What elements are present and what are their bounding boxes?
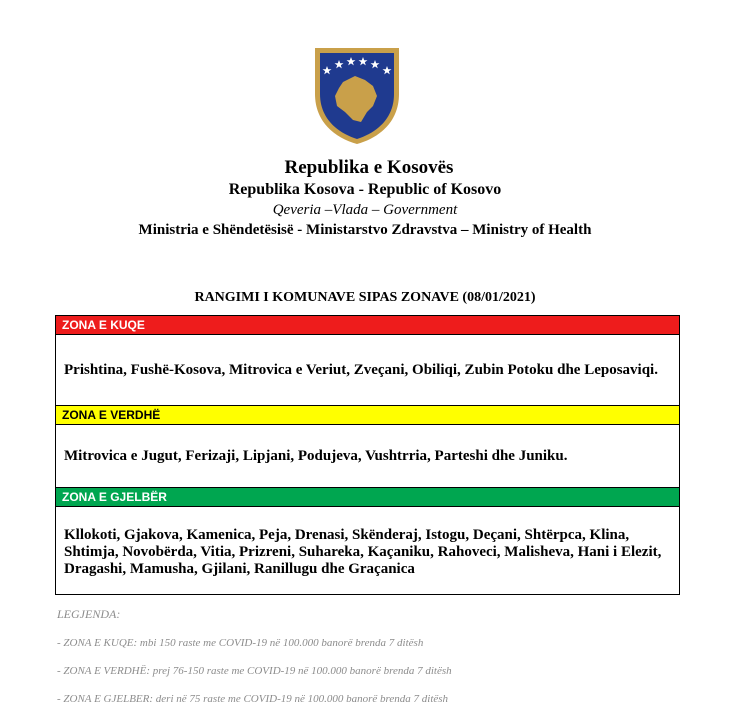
zone-header-red: ZONA E KUQE xyxy=(56,316,679,335)
zone-green-municipalities: Kllokoti, Gjakova, Kamenica, Peja, Drenasi, Skënderaj, Istogu, Deçani, Shtërpca, Klina, Shtimja, Novobërda, Vitia, Prizreni, Suhareka, Kaçaniku, Rahoveci, Malisheva, Hani i Elezit, Dragashi, Mamusha, Gjilani, Ranillugu dhe Graçanica xyxy=(64,527,662,577)
table-title: RANGIMI I KOMUNAVE SIPAS ZONAVE (08/01/2021) xyxy=(194,290,536,305)
header-ministry: Ministria e Shëndetësisë - Ministarstvo Zdravstva – Ministry of Health xyxy=(138,222,592,238)
legend-title: LEGJENDA: xyxy=(57,607,121,621)
legend-item-green: - ZONA E GJELBER: deri në 75 raste me COVID-19 në 100.000 banorë brenda 7 ditësh xyxy=(57,693,449,705)
legend xyxy=(57,607,452,720)
header-republic-sr-en: Republika Kosova - Republic of Kosovo xyxy=(228,181,502,198)
legend-item-red: - ZONA E KUQE: mbi 150 raste me COVID-19 në 100.000 banorë brenda 7 ditësh xyxy=(57,637,424,649)
zones-table xyxy=(55,315,680,595)
zone-body-green xyxy=(56,507,679,595)
zone-header-yellow: ZONA E VERDHË xyxy=(56,406,679,425)
kosovo-coat-of-arms-icon xyxy=(311,42,403,146)
header-government: Qeveria –Vlada – Government xyxy=(272,202,458,218)
zone-red-municipalities: Prishtina, Fushë-Kosova, Mitrovica e Veriut, Zveçani, Obiliqi, Zubin Potoku dhe Leposaviqi. xyxy=(64,361,658,378)
zone-header-green: ZONA E GJELBËR xyxy=(56,488,679,507)
zone-body-yellow xyxy=(56,425,679,488)
document-header xyxy=(0,156,730,240)
zone-yellow-municipalities: Mitrovica e Jugut, Ferizaji, Lipjani, Podujeva, Vushtrria, Parteshi dhe Juniku. xyxy=(64,447,568,464)
legend-item-yellow: - ZONA E VERDHË: prej 76-150 raste me COVID-19 në 100.000 banorë brenda 7 ditësh xyxy=(57,665,452,677)
header-republic-sq: Republika e Kosovës xyxy=(284,157,454,178)
zone-body-red xyxy=(56,335,679,406)
